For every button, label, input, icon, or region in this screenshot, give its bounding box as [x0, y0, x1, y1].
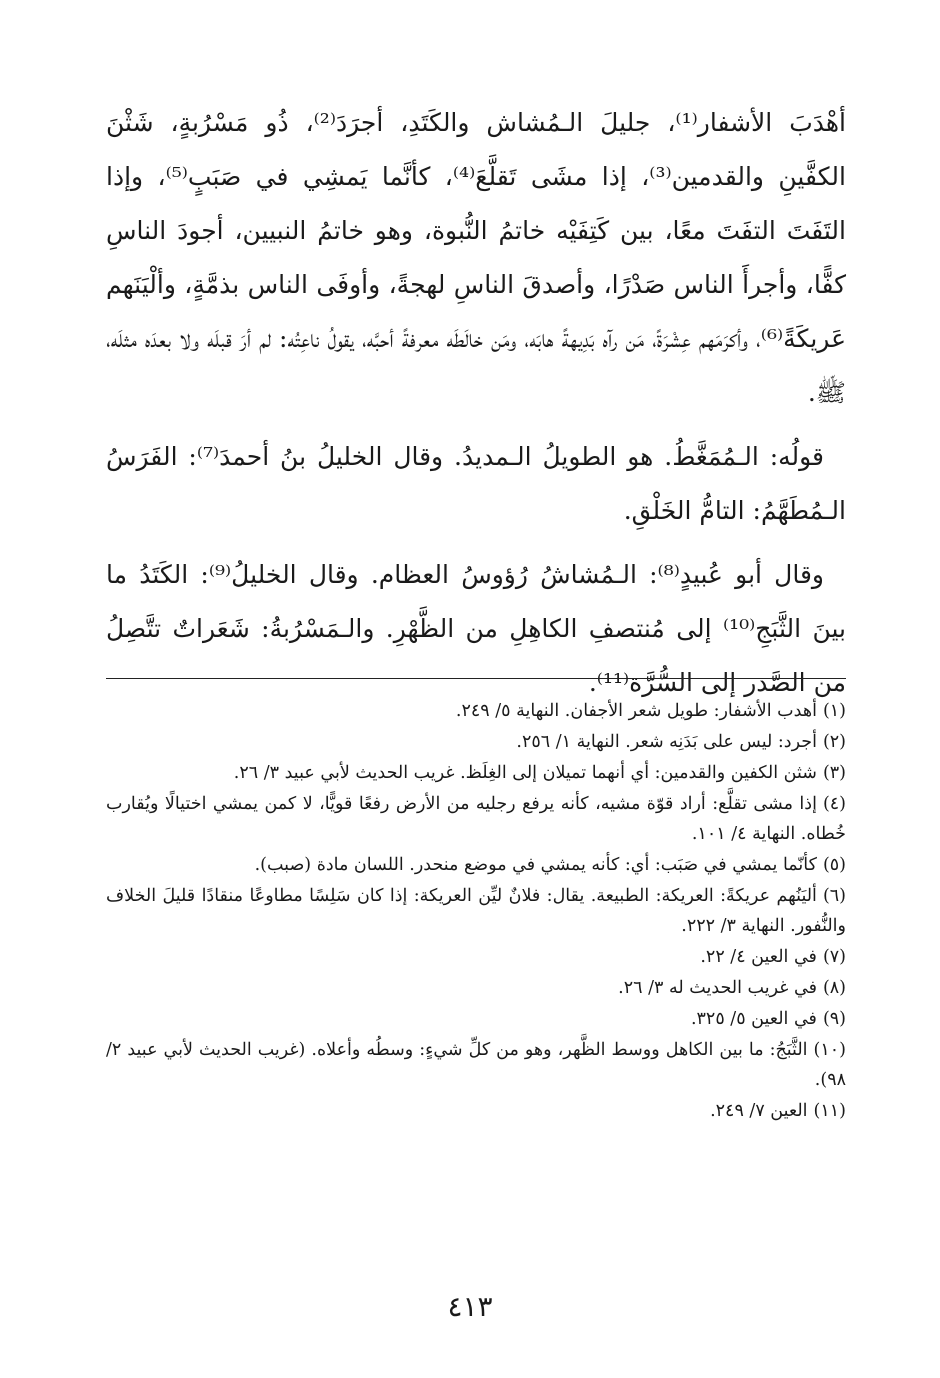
- footnote: [106, 881, 846, 941]
- footnote-text: أجرد: ليس على بَدَنِه شعر. النهاية ١/ ٢٥٦.: [516, 732, 817, 752]
- footnote: [106, 1035, 846, 1095]
- footnote-number: (١١): [813, 1101, 846, 1121]
- footnotes: [106, 696, 846, 1127]
- footnote-text: العين ٧/ ٢٤٩.: [710, 1101, 808, 1121]
- footnote-text: الثَّبَجُ: ما بين الكاهل ووسط الظَّهر، وهو من كلِّ شيءٍ: وسطُه وأعلاه. (غريب الحديث لأبي عبيد ٢/ ٩٨).: [106, 1040, 846, 1090]
- footnote-number: (١٠): [813, 1040, 846, 1060]
- footnote: [106, 973, 846, 1003]
- footnote: [106, 942, 846, 972]
- page-content: [106, 96, 846, 1121]
- footnote: [106, 850, 846, 880]
- footnote: [106, 789, 846, 849]
- footnote-text: في العين ٤/ ٢٢.: [700, 947, 817, 967]
- body-paragraph: وقال أبو عُبيدٍ⁽⁸⁾: الـمُشاشُ رُؤوسُ العظام. وقال الخليلُ⁽⁹⁾: الكَتَدُ ما بينَ الثَّبَجِ⁽¹⁰⁾ إلى مُنتصفِ الكاهِلِ من الظَّهْرِ. والـمَسْرُبةُ: شَعَراتٌ تتَّصِلُ من الصَّدر إلى السُّرَّة⁽¹¹⁾.: [106, 560, 846, 697]
- main-text: [106, 96, 846, 710]
- footnote-text: كأنّما يمشي في صَبَب: أي: كأنه يمشي في موضع منحدر. اللسان مادة (صبب).: [254, 855, 817, 875]
- body-paragraph: قولُه: الـمُمَغَّطُ. هو الطويلُ الـمديدُ. وقال الخليلُ بنُ أحمدَ⁽⁷⁾: الفَرَسُ الـمُطَهَّمُ: التامُّ الخَلْقِ.: [106, 442, 846, 525]
- footnote-number: (٨): [822, 978, 846, 998]
- footnote-number: (٧): [822, 947, 846, 967]
- footnote-text: أهدب الأشفار: طويل شعر الأجفان. النهاية ٥/ ٢٤٩.: [455, 701, 817, 721]
- body-paragraph: أهْدَبَ الأشفار⁽¹⁾، جليلَ الـمُشاش والكَتَدِ، أجرَدَ⁽²⁾، ذُو مَسْرُبةٍ، شَثْنَ الكفَّينِ والقدمين⁽³⁾، إذا مشَى تَقلَّعَ⁽⁴⁾، كأنَّما يَمشِي في صَبَبٍ⁽⁵⁾، وإذا التَفَتَ التفَتَ معًا، بين كَتِفَيْه خاتمُ النُّبوة، وهو خاتمُ النبيين، أجودَ الناسِ كفًّا، وأجرأَ الناس صَدْرًا، وأصدقَ الناسِ لهجةً، وأوفَى الناس بذمَّةٍ، وألْيَنَهم عَريكَةً⁽⁶⁾، وأكرَمَهم عِشْرَةً، مَن رآه بَدِيهةً هابَه، ومَن خالَطَه معرفةً أحبَّه، يقولُ ناعِتُه: لم أرَ قبلَه ولا بعدَه مثلَه، ﷺ.: [106, 108, 846, 407]
- footnote-number: (٤): [822, 794, 846, 814]
- footnote: [106, 696, 846, 726]
- footnote-divider: [106, 678, 846, 679]
- footnote: [106, 727, 846, 757]
- page-number: ٤١٣: [447, 1290, 493, 1323]
- footnote-text: في العين ٥/ ٣٢٥.: [690, 1009, 817, 1029]
- footnote: [106, 1096, 846, 1126]
- footnote: [106, 1004, 846, 1034]
- footnote-number: (٩): [822, 1009, 846, 1029]
- footnote-text: إذا مشى تقلَّع: أراد قوّة مشيه، كأنه يرفع رجليه من الأرض رفعًا قويًّا، لا كمن يمشي اختيالًا ويُقارب خُطاه. النهاية ٤/ ١٠١.: [106, 794, 846, 844]
- footnote: [106, 758, 846, 788]
- footnote-number: (٢): [822, 732, 846, 752]
- footnote-number: (٦): [822, 886, 846, 906]
- footnote-text: في غريب الحديث له ٣/ ٢٦.: [618, 978, 817, 998]
- footnote-text: أليَنُهم عريكةً: العريكة: الطبيعة. يقال: فلانٌ ليِّن العريكة: إذا كان سَلِسًا مطاوعًا منقادًا قليلَ الخلاف والنُّفور. النهاية ٣/ ٢٢٢.: [106, 886, 846, 936]
- footnote-text: شثن الكفين والقدمين: أي أنهما تميلان إلى الغِلَظ. غريب الحديث لأبي عبيد ٣/ ٢٦.: [233, 763, 817, 783]
- footnote-number: (٥): [822, 855, 846, 875]
- footnote-number: (١): [822, 701, 846, 721]
- footnote-number: (٣): [822, 763, 846, 783]
